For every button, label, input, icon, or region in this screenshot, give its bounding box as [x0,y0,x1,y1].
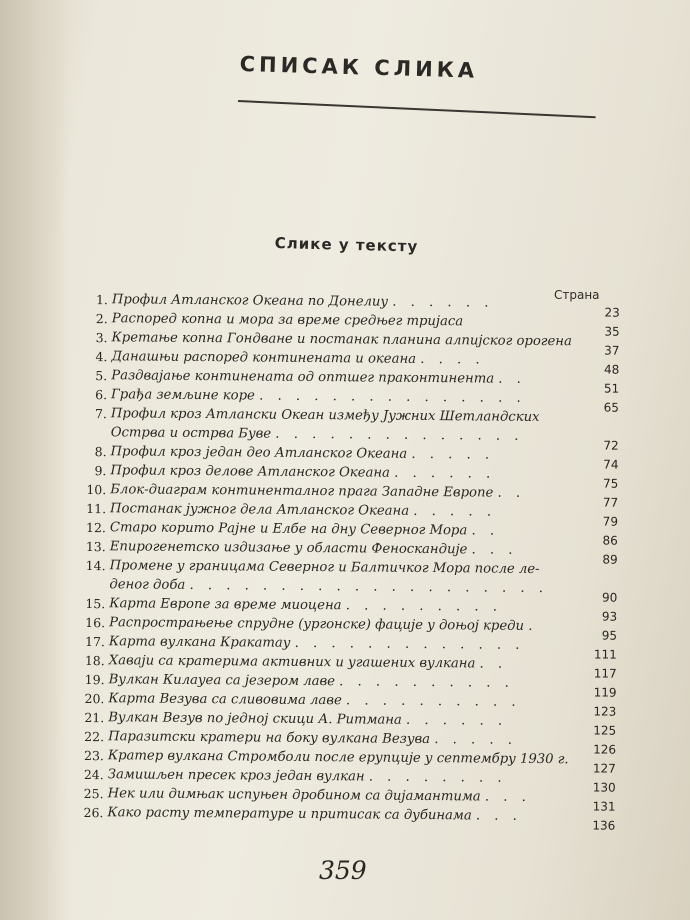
figure-page-number: 23 [604,305,620,320]
figure-page-number: 72 [603,438,619,453]
figure-caption-text: Промене у границама Северног и Балтичког Мора после ле- [109,558,540,577]
figure-number: 17. [84,634,105,650]
dot-leader: . . . . . . . . [368,769,507,786]
figure-page-number: 90 [601,590,618,605]
figure-page-number: 126 [593,742,617,757]
figure-number: 22. [84,729,105,745]
figure-caption-text: Старо корито Рајне и Елбе на дну Северног Мора [109,520,468,539]
figure-page-number: 130 [592,780,616,795]
figure-number: 6. [95,387,108,403]
figure-caption-text: Профил Атланског Океана по Донелиу [111,292,389,310]
dot-leader: . . [471,523,500,539]
page-column-label: Страна [554,288,600,302]
figure-number: 26. [83,804,104,821]
figure-page-number: 79 [602,514,619,529]
dot-leader: . [528,618,538,634]
figure-caption-text: деног доба [109,577,186,593]
figure-caption-text: Како расту температуре и притисак са дубинама [107,805,472,824]
figure-page-number: 89 [602,552,618,567]
figure-caption-text: Распрострањење спрудне (ургонске) фације у доњој креди [109,615,525,634]
figure-caption-text: Блок-диаграм континенталног прага Западне Европе [110,482,494,501]
page-number: 359 [319,856,367,885]
figure-number: 20. [84,691,105,707]
figure-caption-text: Данашњи распоред континената и океана [111,349,417,367]
figure-caption-text: Карта Европе за време миоцена [109,596,342,614]
dot-leader: . . . . . [411,446,495,463]
dot-leader: . . . . . . . . . . . . . . . . . . . . [189,577,549,597]
dot-leader: . . . . . . [394,465,496,482]
figure-number: 14. [85,558,106,574]
figure-caption-text: Профил кроз Атлански Океан између Јужних Шетландских [110,406,540,425]
figure-number: 11. [86,501,107,517]
figure-page-number: 136 [592,818,616,833]
figure-page-number: 51 [603,381,620,396]
figure-caption-text: Паразитски кратери на боку вулкана Везува [108,729,431,748]
figure-number: 16. [85,615,106,631]
figure-number: 24. [83,767,104,783]
figure-number: 12. [85,520,106,536]
dot-leader: . . . [471,542,518,558]
figure-page-number: 35 [604,324,620,339]
figure-caption-text: Вулкан Везув по једној скици А. Ритмана [108,710,402,728]
figure-caption-text: Епирогенетско издизање у области Феноскандије [109,539,468,558]
figure-caption-text: Профил кроз делове Атланског Океана [110,463,390,481]
figure-caption-text: Карта вулкана Кракатау [108,634,291,651]
figure-caption-text: Кретање копна Гондване и постанак планина алпијског орогена [111,330,572,350]
figure-caption-text: Карта Везува са сливовима лаве [108,691,342,709]
figure-caption-text: Замишљен пресек кроз један вулкан [107,767,365,785]
figure-number: 3. [95,330,108,346]
figure-page-number: 123 [593,704,617,719]
figure-page-number: 125 [593,723,617,738]
figure-caption-text: Острва и острва Буве [110,425,272,442]
figure-number: 4. [95,349,108,365]
figure-page-number: 93 [601,609,618,624]
dot-leader: . . . . . . . . . . . . . . . [259,388,526,406]
figure-caption-text: Грађа земљине коре [111,387,255,404]
figure-page-number: 74 [603,457,619,472]
dot-leader: . . [497,485,526,501]
figure-page-number: 127 [592,761,616,776]
figure-list [81,290,626,846]
figure-number: 13. [85,539,106,555]
dot-leader: . . . . . . . . . [345,598,503,615]
dot-leader: . . [498,371,526,387]
figure-caption-text: Раздвајање континената од оптшег праконтинента [111,368,495,387]
figure-list-item [81,818,621,846]
figure-number: 18. [84,653,105,669]
figure-page-number: 37 [604,343,620,358]
figure-number: 10. [86,482,107,498]
figure-number: 1. [95,292,108,308]
dot-leader: . . . . . [413,503,497,520]
dot-leader: . . . . . . . . . . . . . [294,635,525,653]
figure-page-number: 77 [602,495,619,510]
dot-leader: . . . . . [434,732,518,748]
figure-page-number: 48 [603,362,620,377]
figure-number: 2. [95,311,108,327]
dot-leader: . . . . . . . . . . [345,693,521,710]
dot-leader: . . . . [420,351,485,368]
figure-caption-text: Постанак јужног дела Атланског Океана [110,501,410,519]
dot-leader: . . . . . . . . . . [339,674,514,691]
figure-page-number: 117 [593,666,617,681]
figure-caption-text: Вулкан Килауеа са језером лаве [108,672,336,690]
figure-caption-text: Кратер вулкана Стромболи после ерупције у септембру 1930 г. [107,748,569,768]
figure-caption-text: Распоред копна и мора за време средњег тријаса [111,311,464,330]
figure-caption-text: Профил кроз један део Атланског Океана [110,444,408,462]
figure-page-number: 131 [592,799,616,814]
figure-number: 9. [94,463,107,479]
figure-number: 19. [84,672,105,688]
figure-number: 15. [85,596,106,612]
figure-number: 5. [95,368,108,384]
dot-leader: . . . . . . [405,712,508,729]
figure-page-number: 75 [602,476,619,491]
dot-leader: . . . . . . [392,294,494,311]
dot-leader: . . [479,656,508,672]
figure-page-number: 111 [593,647,617,662]
figure-number: 8. [94,444,107,460]
figure-page-number: 65 [603,400,620,415]
figure-caption-text: Нек или димњак испуњен дробином са дијамантима [107,786,481,805]
figure-number: 7. [94,406,107,422]
dot-leader: . . . [484,789,531,805]
dot-leader: . . . . . . . . . . . . . . [275,426,524,444]
page-title: СПИСАК СЛИКА [239,52,479,83]
figure-caption-text: Хаваји са кратерима активних и угашених вулкана [108,653,476,672]
figure-number: 21. [84,710,105,726]
book-gutter-shadow [0,0,70,920]
figure-number: 23. [83,748,105,764]
figure-page-number: 86 [602,533,618,548]
figure-page-number: 95 [601,628,618,643]
section-subtitle: Слике у тексту [274,234,419,256]
figure-number: 25. [83,785,104,802]
figure-page-number: 119 [593,685,617,700]
title-rule [238,100,596,118]
dot-leader: . . . [475,808,522,824]
